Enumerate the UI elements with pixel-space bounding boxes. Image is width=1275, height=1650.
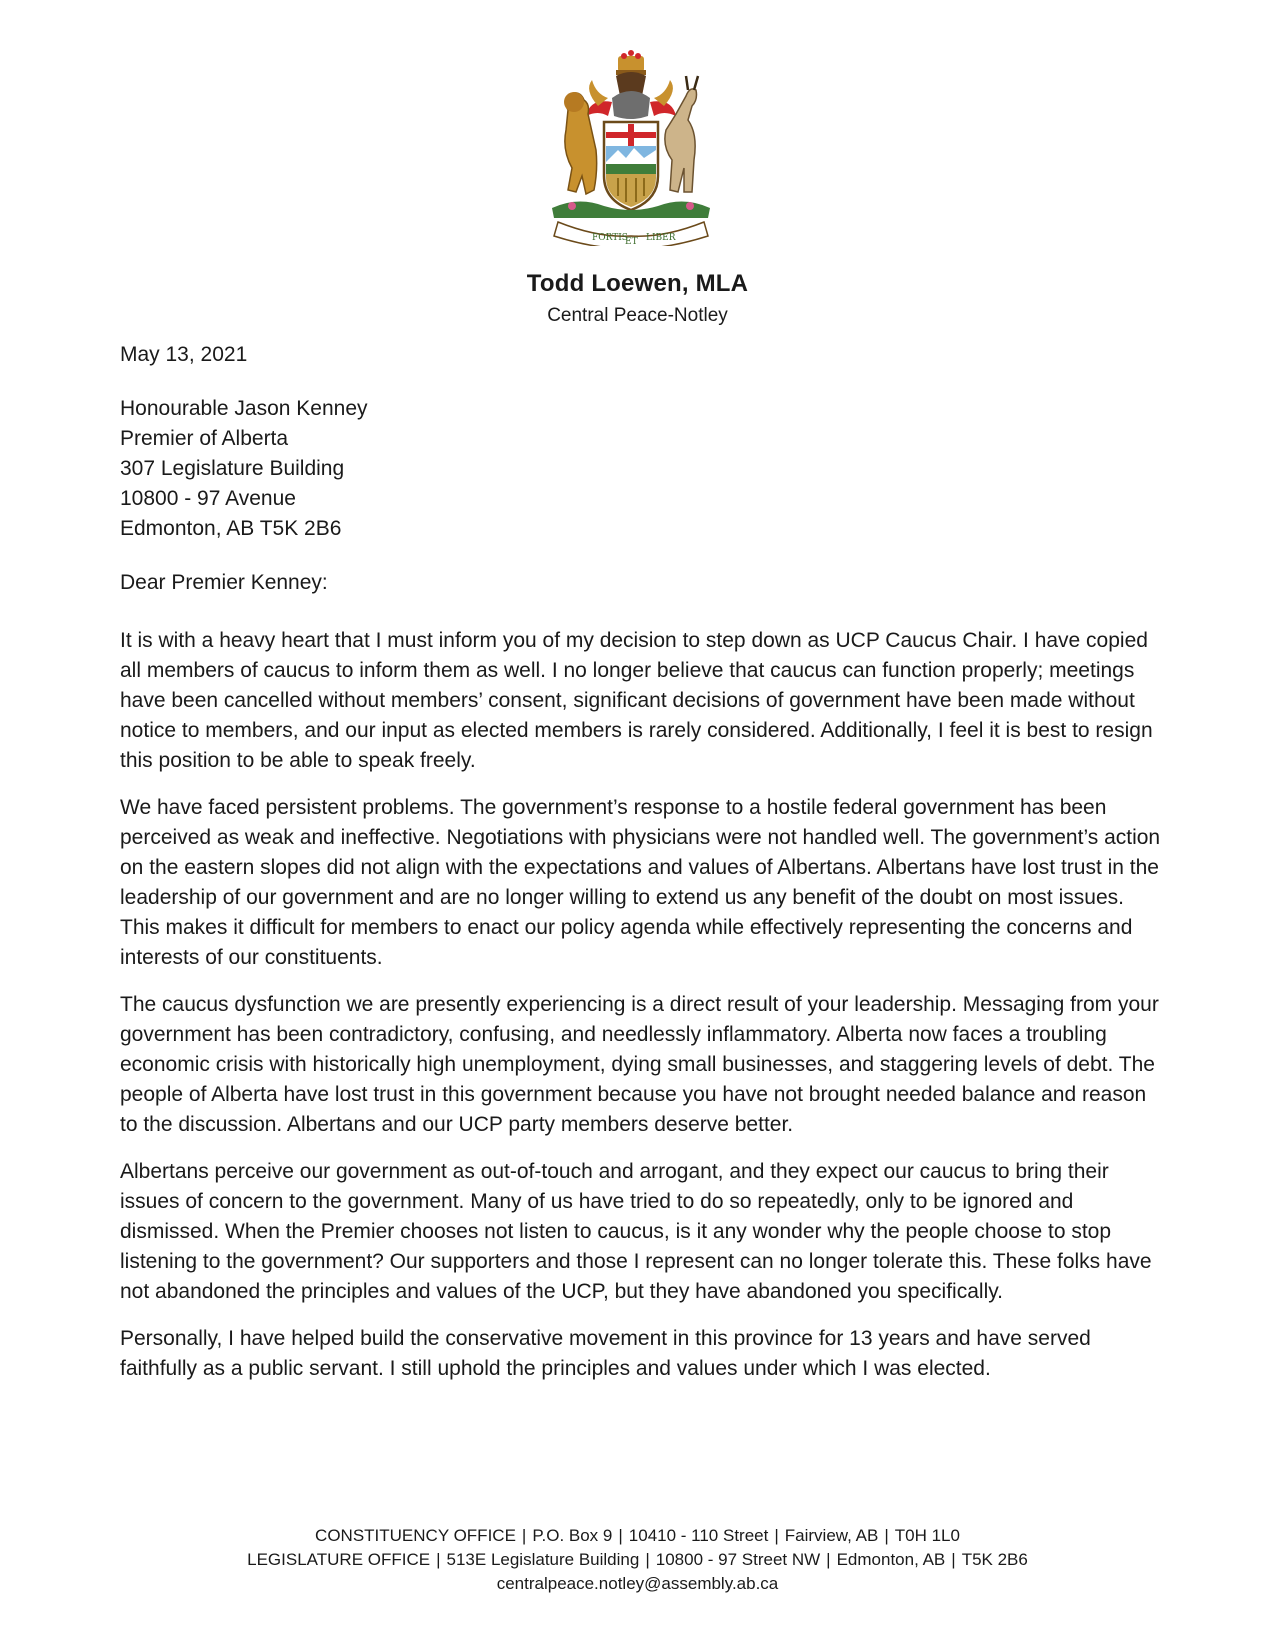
shield-icon	[604, 122, 658, 210]
body-paragraph: Personally, I have helped build the conservative movement in this province for 13 years and have served faithfully as a public servant. I still uphold the principles and values under which I was elected.	[120, 1327, 1091, 1380]
motto-ribbon	[554, 222, 708, 246]
footer-street: 10800 - 97 Street NW	[655, 1550, 821, 1569]
recipient-title: Premier of Alberta	[120, 427, 289, 450]
footer-office-label: LEGISLATURE OFFICE	[247, 1550, 431, 1569]
recipient-address	[120, 394, 1170, 544]
footer-street: 10410 - 110 Street	[628, 1526, 769, 1545]
footer-city: Edmonton, AB	[836, 1550, 946, 1569]
recipient-name: Honourable Jason Kenney	[120, 397, 368, 420]
footer-postal: T5K 2B6	[961, 1550, 1028, 1569]
sender-riding: Central Peace-Notley	[547, 305, 728, 326]
footer-building: 513E Legislature Building	[446, 1550, 640, 1569]
footer-postal: T0H 1L0	[894, 1526, 960, 1545]
recipient-address-line: 10800 - 97 Avenue	[120, 487, 296, 510]
letter-body	[120, 626, 1165, 1401]
legislature-office-line: LEGISLATURE OFFICE | 513E Legislature Building | 10800 - 97 Street NW | Edmonton, AB | T5K 2B6	[247, 1550, 1028, 1569]
svg-text:FORTIS: FORTIS	[592, 233, 628, 243]
constituency-office-line: CONSTITUENCY OFFICE | P.O. Box 9 | 10410 - 110 Street | Fairview, AB | T0H 1L0	[315, 1526, 960, 1545]
crown-icon	[616, 50, 646, 75]
footer-office-label: CONSTITUENCY OFFICE	[315, 1526, 516, 1545]
svg-text:LIBER: LIBER	[646, 233, 676, 243]
footer-city: Fairview, AB	[784, 1526, 879, 1545]
footer-email[interactable]: centralpeace.notley@assembly.ab.ca	[496, 1574, 779, 1593]
recipient-address-line: 307 Legislature Building	[120, 457, 345, 480]
body-paragraph: It is with a heavy heart that I must inform you of my decision to step down as UCP Caucus Chair. I have copied all members of caucus to inform them as well. I no longer believe that caucus can function properly; meetings have been cancelled without members’ consent, significant decisions of government have been made without notice to members, and our input as elected members is rarely considered. Additionally, I feel it is best to resign this position to be able to speak freely.	[120, 629, 1153, 772]
footer-po-box: P.O. Box 9	[532, 1526, 613, 1545]
sender-name: Todd Loewen, MLA	[526, 270, 749, 297]
body-paragraph: The caucus dysfunction we are presently experiencing is a direct result of your leadership. Messaging from your government has been contradictory, confusing, and needlessly inflammatory. Alberta now faces a troubling economic crisis with historically high unemployment, dying small businesses, and staggering levels of debt. The people of Alberta have lost trust in this government because you have not brought needed balance and reason to the discussion. Albertans and our UCP party members deserve better.	[120, 993, 1159, 1136]
body-paragraph: Albertans perceive our government as out-of-touch and arrogant, and they expect our caucus to bring their issues of concern to the government. Many of us have tried to do so repeatedly, only to be ignored and dismissed. When the Premier chooses not listen to caucus, is it any wonder why the people choose to stop listening to the government? Our supporters and those I represent can no longer tolerate this. These folks have not abandoned the principles and values of the UCP, but they have abandoned you specifically.	[120, 1160, 1152, 1303]
svg-text:ET: ET	[625, 237, 638, 246]
salutation: Dear Premier Kenney:	[120, 571, 328, 594]
alberta-coat-of-arms-logo	[538, 50, 724, 246]
body-paragraph: We have faced persistent problems. The government’s response to a hostile federal government has been perceived as weak and ineffective. Negotiations with physicians were not handled well. The government’s action on the eastern slopes did not align with the expectations and values of Albertans. Albertans have lost trust in the leadership of our government and are no longer willing to extend us any benefit of the doubt on most issues. This makes it difficult for members to enact our policy agenda while effectively representing the concerns and interests of our constituents.	[120, 796, 1161, 969]
letterhead-footer	[0, 1524, 1275, 1596]
recipient-address-line: Edmonton, AB T5K 2B6	[120, 517, 342, 540]
letter-date: May 13, 2021	[120, 343, 248, 366]
